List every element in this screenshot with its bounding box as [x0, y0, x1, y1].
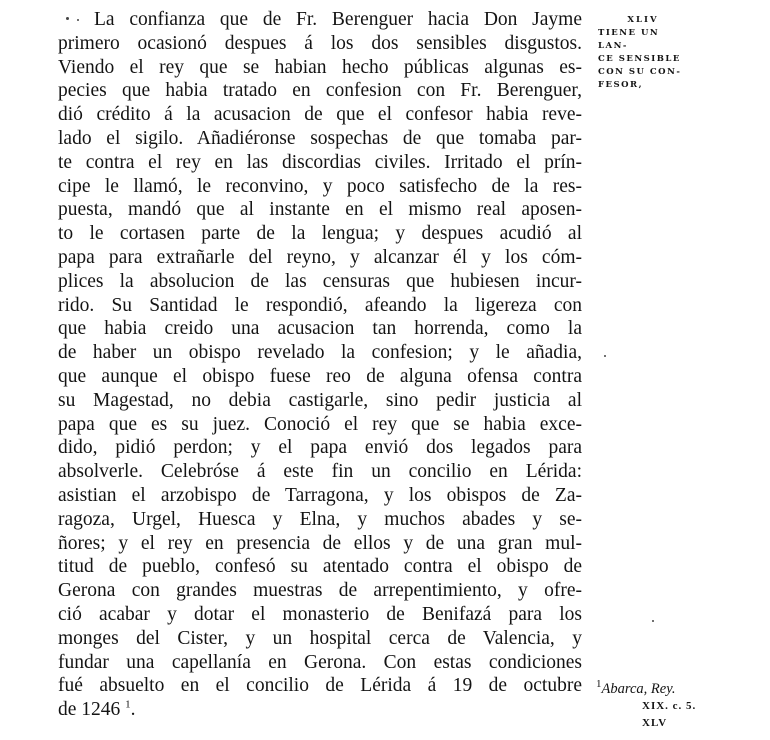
text-line: La confianza que de Fr. Berenguer hacia Don Jayme: [94, 9, 582, 30]
footnote-line: [596, 678, 766, 698]
ink-speck: [66, 17, 69, 20]
text-line: papa que es su juez. Conoció el rey que se habia exce-: [58, 413, 582, 435]
text-line: plices la absolucion de las censuras que hubiesen incur-: [58, 270, 582, 292]
ink-speck: [652, 620, 654, 622]
text-line: lado el sigilo. Añadiéronse sospechas de que tomaba par-: [58, 127, 582, 149]
margin-note-line: CE SENSIBLE: [598, 54, 681, 64]
margin-note-line: TIENE UN LAN-: [598, 28, 660, 51]
text-line: cipe le llamó, le reconvino, y poco satisfecho de la res-: [58, 175, 582, 197]
next-margin-number: XLV: [642, 717, 668, 729]
text-line-final: de 1246 $^1$.: [58, 698, 136, 721]
text-line: puesta, mandó que al instante en el mismo real aposen-: [58, 199, 582, 221]
text-line: monges del Cister, y un hospital cerca de Valencia, y: [58, 627, 582, 649]
text-line: que aunque el obispo fuese reo de alguna ofensa contra: [58, 365, 582, 387]
text-line: to le cortasen parte de la lengua; y despues acudió al: [58, 223, 582, 245]
text-line: de haber un obispo revelado la confesion; y le añadia,: [58, 342, 582, 364]
text-line: rido. Su Santidad le respondió, afeando la ligereza con: [58, 294, 582, 316]
footnote-reference: 1: [125, 698, 131, 711]
text-line: papa para extrañarle del reyno, y alcanzar él y los cóm-: [58, 246, 582, 268]
text-line: primero ocasionó despues á los dos sensibles disgustos.: [58, 32, 582, 54]
text-line: te contra el rey en las discordias civiles. Irritado el prín-: [58, 151, 582, 173]
text-line: absolverle. Celebróse á este fin un concilio en Lérida:: [58, 461, 582, 483]
footnote: [596, 678, 766, 732]
main-text-block: [58, 8, 582, 722]
text-line: ció acabar y dotar el monasterio de Benifazá para los: [58, 603, 582, 625]
text-line: ragoza, Urgel, Huesca y Elna, y muchos abades y se-: [58, 508, 582, 530]
text-line: titud de pueblo, confesó su atentado contra el obispo de: [58, 556, 582, 578]
ink-speck: [604, 355, 606, 357]
margin-note: [598, 14, 688, 92]
footnote-line: XIX. c. 5.: [642, 700, 697, 712]
text-line: fundar una capellanía en Gerona. Con estas condiciones: [58, 651, 582, 673]
text-line: su Magestad, no debia castigarle, sino pedir justicia al: [58, 389, 582, 411]
text-line: dió crédito á la acusacion de que el confesor habia reve-: [58, 104, 582, 126]
footnote-text: Abarca, Rey.: [601, 681, 676, 697]
text-line: dido, pidió perdon; y el papa envió dos legados para: [58, 437, 582, 459]
text-line: asistian el arzobispo de Tarragona, y los obispos de Za-: [58, 484, 582, 506]
text-line: fué absuelto en el concilio de Lérida á 19 de octubre: [58, 675, 582, 697]
ink-speck: [77, 19, 79, 21]
text-line: ñores; y el rey en presencia de ellos y de una gran mul-: [58, 532, 582, 554]
text-line: Gerona con grandes muestras de arrepentimiento, y ofre-: [58, 580, 582, 602]
margin-note-number: XLIV: [627, 15, 659, 25]
margin-note-line: CON SU CON-: [598, 67, 682, 77]
margin-note-line: FESOR,: [598, 80, 644, 90]
text-line: de 1246: [58, 699, 121, 721]
text-line: que habia creido una acusacion tan horrenda, como la: [58, 318, 582, 340]
footnote-marker: 1: [596, 678, 602, 691]
text-line: pecies que habia tratado en confesion con Fr. Berenguer,: [58, 80, 582, 102]
text-line: Viendo el rey que se habian hecho públicas algunas es-: [58, 56, 582, 78]
